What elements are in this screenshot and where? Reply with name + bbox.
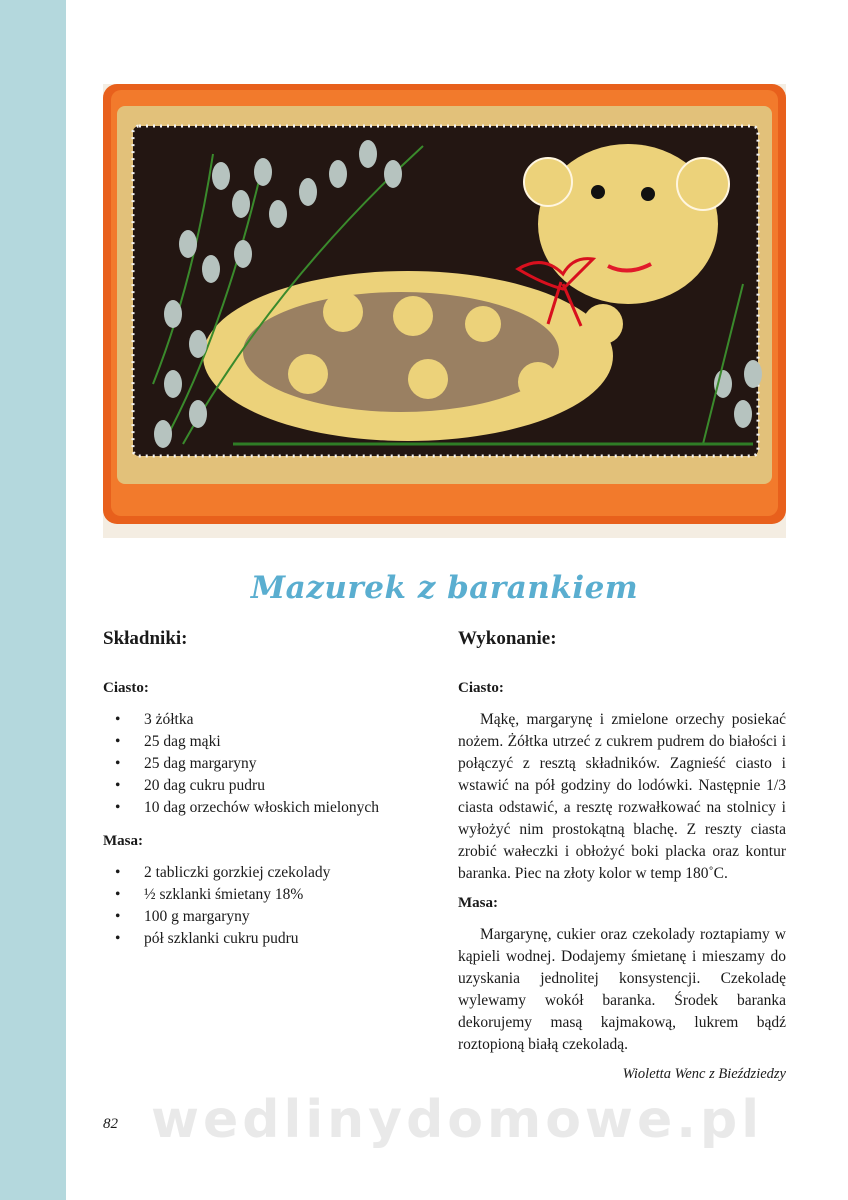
mass-subheading: Masa: (103, 833, 143, 849)
mass-ingredient-list (103, 862, 433, 950)
list-item: • pół szklanki cukru pudru (103, 928, 433, 950)
ingredients-heading: Składniki: (103, 628, 188, 649)
method-heading: Wykonanie: (458, 628, 557, 649)
method-mass-subheading: Masa: (458, 895, 498, 911)
mass-instructions: Margarynę, cukier oraz czekolady roztapiamy w kąpieli wodnej. Dodajemy śmietanę i mieszamy do uzyskania jednolitej konsystencji. Czekoladę wylewamy wokół baranka. Środek baranka dekorujemy masą kajmakową, lukrem bądź roztopioną białą czekoladą. (458, 926, 786, 1053)
page-number: 82 (103, 1116, 118, 1132)
ingredients-column (103, 628, 433, 964)
method-dough-subheading: Ciasto: (458, 680, 504, 696)
recipe-author: Wioletta Wenc z Bieździedzy (622, 1066, 786, 1082)
list-item: • 2 tabliczki gorzkiej czekolady (103, 862, 433, 884)
side-color-band (0, 0, 66, 1200)
dough-subheading: Ciasto: (103, 680, 149, 696)
dough-instructions: Mąkę, margarynę i zmielone orzechy posiekać nożem. Żółtka utrzeć z cukrem pudrem do białości i połączyć z resztą składników. Zagnieść ciasto i wstawić na pół godziny do lodówki. Następnie 1/3 ciasta odstawić, a resztę rozwałkować na stolnicy i wyłożyć nim prostokątną blachę. Z reszty ciasta zrobić wałeczki i obłożyć boki placka oraz kontur baranka. Piec na złoty kolor w temp 180˚C. (458, 711, 786, 882)
method-column (458, 628, 786, 1083)
list-item: • 25 dag mąki (103, 731, 433, 753)
cake-photo (103, 84, 786, 538)
list-item: • 20 dag cukru pudru (103, 775, 433, 797)
recipe-title: Mazurek z barankiem (250, 570, 639, 606)
list-item: • 100 g margaryny (103, 906, 433, 928)
list-item: • 25 dag margaryny (103, 753, 433, 775)
watermark: wedlinydomowe.pl (150, 1090, 764, 1150)
list-item: • ½ szklanki śmietany 18% (103, 884, 433, 906)
list-item: • 10 dag orzechów włoskich mielonych (103, 797, 433, 819)
dough-ingredient-list (103, 709, 433, 819)
list-item: • 3 żółtka (103, 709, 433, 731)
